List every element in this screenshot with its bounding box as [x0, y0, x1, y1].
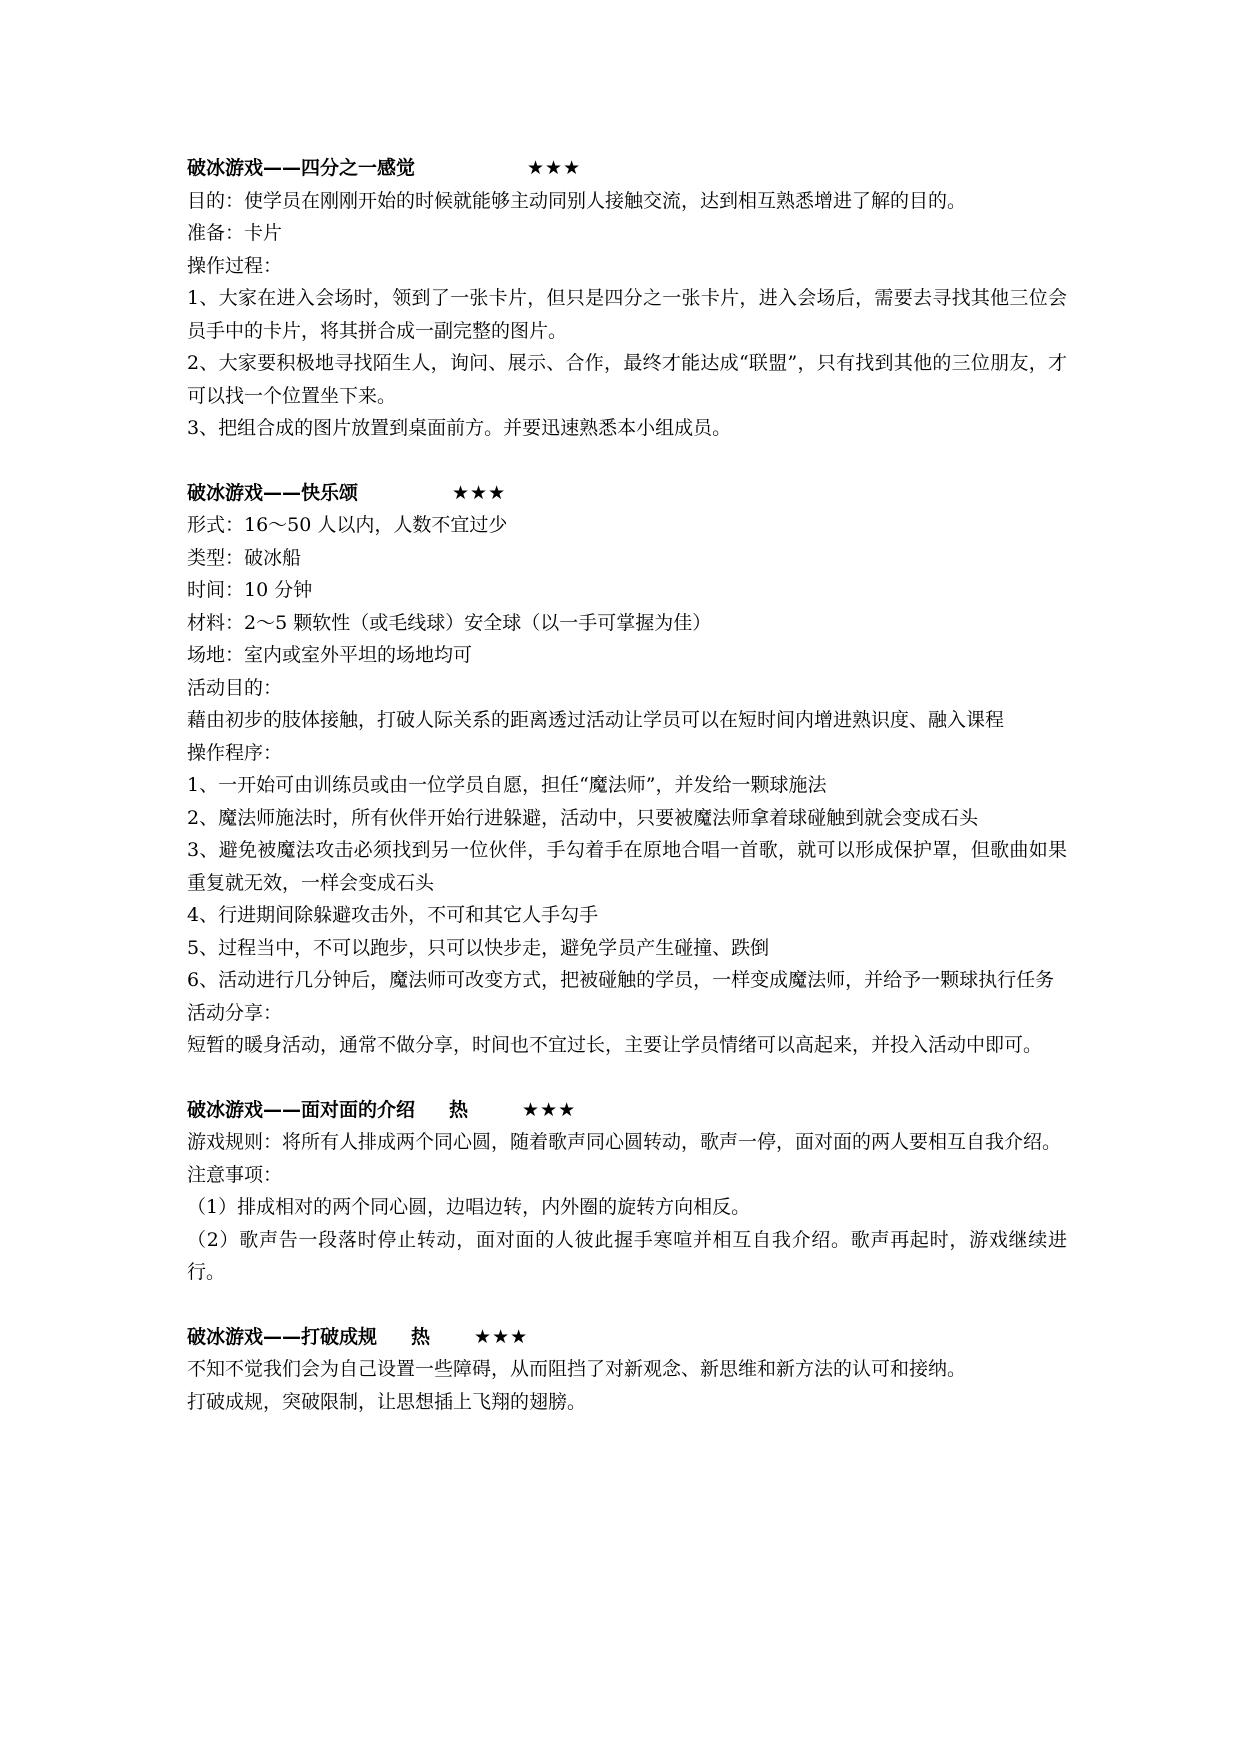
section-title: 破冰游戏——快乐颂 [187, 481, 359, 504]
hot-tag: 热 [449, 1098, 469, 1121]
paragraph-line: 5、过程当中，不可以跑步，只可以快步走，避免学员产生碰撞、跌倒 [187, 936, 770, 959]
paragraph-line: 藉由初步的肢体接触，打破人际关系的距离透过活动让学员可以在短时间内增进熟识度、融入课程 [187, 709, 1005, 731]
game-section-face-to-face [187, 1094, 1067, 1289]
paragraph-line: 活动目的： [187, 676, 283, 699]
paragraph-line: 场地：室内或室外平坦的场地均可 [187, 644, 473, 666]
paragraph-line: 不知不觉我们会为自己设置一些障碍，从而阻挡了对新观念、新思维和新方法的认可和接纳。 [187, 1358, 967, 1380]
section-title: 破冰游戏——打破成规 [187, 1325, 378, 1348]
paragraph-line: 4、行进期间除躲避攻击外，不可和其它人手勾手 [187, 904, 599, 926]
paragraph-line: 2、大家要积极地寻找陌生人，询问、展示、合作，最终才能达成“联盟”，只有找到其他的三位朋友，才可以找一个位置坐下来。 [187, 352, 1067, 407]
game-section-ode-to-joy [187, 477, 1067, 1062]
difficulty-stars: ★★★ [474, 1325, 529, 1348]
paragraph-line: （2）歌声告一段落时停止转动，面对面的人彼此握手寒喧并相互自我介绍。歌声再起时，游戏继续进行。 [187, 1228, 1067, 1283]
paragraph-line: 6、活动进行几分钟后，魔法师可改变方式，把被碰触的学员，一样变成魔法师，并给予一颗球执行任务 [187, 969, 1055, 991]
game-section-quarter-feeling [187, 152, 1067, 445]
paragraph-line: 目的：使学员在刚刚开始的时候就能够主动同别人接触交流，达到相互熟悉增进了解的目的。 [187, 189, 967, 212]
paragraph-line: 短暂的暖身活动，通常不做分享，时间也不宜过长，主要让学员情绪可以高起来，并投入活动中即可。 [187, 1034, 1043, 1056]
paragraph-line: 2、魔法师施法时，所有伙伴开始行进躲避，活动中，只要被魔法师拿着球碰触到就会变成石头 [187, 806, 979, 829]
paragraph-line: （1）排成相对的两个同心圆，边唱边转，内外圈的旋转方向相反。 [187, 1196, 751, 1218]
difficulty-stars: ★★★ [527, 157, 582, 179]
paragraph-line: 注意事项： [187, 1163, 283, 1186]
paragraph-line: 准备：卡片 [187, 222, 283, 244]
paragraph-line: 1、一开始可由训练员或由一位学员自愿，担任“魔法师”，并发给一颗球施法 [187, 774, 827, 796]
section-heading [187, 152, 1067, 185]
difficulty-stars: ★★★ [452, 481, 507, 504]
paragraph-line: 打破成规，突破限制，让思想插上飞翔的翅膀。 [187, 1390, 587, 1413]
paragraph-line: 1、大家在进入会场时，领到了一张卡片，但只是四分之一张卡片，进入会场后，需要去寻找其他三位会员手中的卡片，将其拼合成一副完整的图片。 [187, 287, 1067, 342]
paragraph-line: 材料：2～5 颗软性（或毛线球）安全球（以一手可掌握为佳） [187, 611, 712, 634]
difficulty-stars: ★★★ [522, 1098, 577, 1121]
section-heading [187, 1321, 1067, 1354]
paragraph-line: 时间：10 分钟 [187, 579, 313, 601]
paragraph-line: 操作过程： [187, 254, 283, 277]
section-title: 破冰游戏——面对面的介绍 [187, 1098, 416, 1121]
paragraph-line: 3、把组合成的图片放置到桌面前方。并要迅速熟悉本小组成员。 [187, 417, 732, 439]
section-title: 破冰游戏——四分之一感觉 [187, 157, 416, 179]
paragraph-line: 3、避免被魔法攻击必须找到另一位伙伴，手勾着手在原地合唱一首歌，就可以形成保护罩，但歌曲如果重复就无效，一样会变成石头 [187, 839, 1067, 894]
section-heading [187, 477, 1067, 510]
hot-tag: 热 [411, 1325, 431, 1348]
paragraph-line: 形式：16～50 人以内，人数不宜过少 [187, 514, 508, 536]
paragraph-line: 类型：破冰船 [187, 546, 302, 569]
section-heading [187, 1094, 1067, 1127]
paragraph-line: 操作程序： [187, 741, 283, 764]
paragraph-line: 活动分享： [187, 1001, 283, 1024]
paragraph-line: 游戏规则：将所有人排成两个同心圆，随着歌声同心圆转动，歌声一停，面对面的两人要相互自我介绍。 [187, 1131, 1062, 1153]
game-section-break-rules [187, 1321, 1067, 1419]
document-content [187, 152, 1067, 1418]
